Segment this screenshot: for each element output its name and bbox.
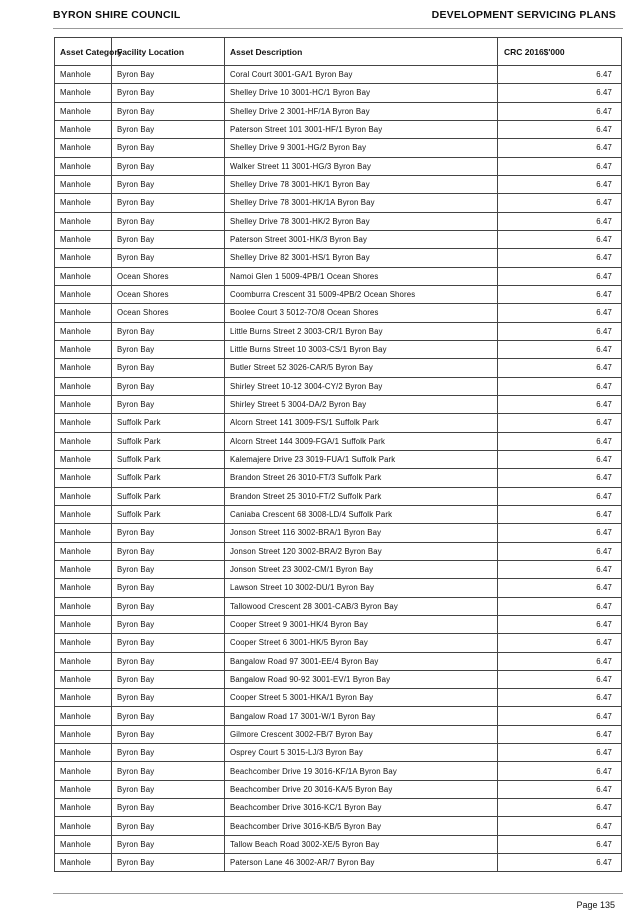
organization-name: BYRON SHIRE COUNCIL xyxy=(53,9,181,21)
asset-category-cell: Manhole xyxy=(55,725,112,743)
asset-description-cell: Brandon Street 25 3010-FT/2 Suffolk Park xyxy=(225,487,498,505)
asset-category-cell: Manhole xyxy=(55,377,112,395)
asset-category-cell: Manhole xyxy=(55,469,112,487)
asset-description-cell: Bangalow Road 17 3001-W/1 Byron Bay xyxy=(225,707,498,725)
crc-value-cell: 6.47 xyxy=(498,175,622,193)
asset-description-cell: Osprey Court 5 3015-LJ/3 Byron Bay xyxy=(225,744,498,762)
crc-value-cell: 6.47 xyxy=(498,230,622,248)
header-divider xyxy=(53,28,623,29)
column-header-asset-category: Asset Category xyxy=(55,38,112,66)
facility-location-cell: Byron Bay xyxy=(112,835,225,853)
asset-category-cell: Manhole xyxy=(55,634,112,652)
crc-value-cell: 6.47 xyxy=(498,377,622,395)
crc-value-cell: 6.47 xyxy=(498,615,622,633)
asset-category-cell: Manhole xyxy=(55,194,112,212)
asset-description-cell: Shelley Drive 10 3001-HC/1 Byron Bay xyxy=(225,84,498,102)
facility-location-cell: Byron Bay xyxy=(112,175,225,193)
crc-value-cell: 6.47 xyxy=(498,84,622,102)
facility-location-cell: Byron Bay xyxy=(112,194,225,212)
crc-value-cell: 6.47 xyxy=(498,102,622,120)
table-row xyxy=(55,762,622,780)
crc-value-cell: 6.47 xyxy=(498,194,622,212)
asset-description-cell: Cooper Street 6 3001-HK/5 Byron Bay xyxy=(225,634,498,652)
asset-description-cell: Shelley Drive 78 3001-HK/1A Byron Bay xyxy=(225,194,498,212)
crc-value-cell: 6.47 xyxy=(498,66,622,84)
footer-divider xyxy=(53,893,623,894)
asset-description-cell: Paterson Street 3001-HK/3 Byron Bay xyxy=(225,230,498,248)
asset-description-cell: Lawson Street 10 3002-DU/1 Byron Bay xyxy=(225,579,498,597)
facility-location-cell: Byron Bay xyxy=(112,139,225,157)
asset-category-cell: Manhole xyxy=(55,652,112,670)
table-row xyxy=(55,395,622,413)
asset-description-cell: Kalemajere Drive 23 3019-FUA/1 Suffolk Park xyxy=(225,450,498,468)
table-row xyxy=(55,157,622,175)
asset-category-cell: Manhole xyxy=(55,359,112,377)
asset-table-container xyxy=(54,37,621,872)
table-row xyxy=(55,542,622,560)
asset-category-cell: Manhole xyxy=(55,817,112,835)
asset-description-cell: Jonson Street 23 3002-CM/1 Byron Bay xyxy=(225,560,498,578)
facility-location-cell: Byron Bay xyxy=(112,157,225,175)
asset-description-cell: Coomburra Crescent 31 5009-4PB/2 Ocean Shores xyxy=(225,285,498,303)
facility-location-cell: Byron Bay xyxy=(112,744,225,762)
table-row xyxy=(55,560,622,578)
asset-category-cell: Manhole xyxy=(55,249,112,267)
crc-value-cell: 6.47 xyxy=(498,542,622,560)
asset-category-cell: Manhole xyxy=(55,689,112,707)
asset-description-cell: Beachcomber Drive 20 3016-KA/5 Byron Bay xyxy=(225,780,498,798)
table-row xyxy=(55,652,622,670)
asset-category-cell: Manhole xyxy=(55,175,112,193)
asset-description-cell: Namoi Glen 1 5009-4PB/1 Ocean Shores xyxy=(225,267,498,285)
asset-description-cell: Bangalow Road 97 3001-EE/4 Byron Bay xyxy=(225,652,498,670)
document-title: DEVELOPMENT SERVICING PLANS xyxy=(431,9,616,21)
asset-category-cell: Manhole xyxy=(55,780,112,798)
facility-location-cell: Byron Bay xyxy=(112,799,225,817)
asset-description-cell: Brandon Street 26 3010-FT/3 Suffolk Park xyxy=(225,469,498,487)
table-row xyxy=(55,322,622,340)
asset-category-cell: Manhole xyxy=(55,120,112,138)
asset-description-cell: Shelley Drive 9 3001-HG/2 Byron Bay xyxy=(225,139,498,157)
table-row xyxy=(55,414,622,432)
asset-category-cell: Manhole xyxy=(55,799,112,817)
facility-location-cell: Byron Bay xyxy=(112,249,225,267)
table-row xyxy=(55,432,622,450)
asset-category-cell: Manhole xyxy=(55,579,112,597)
crc-value-cell: 6.47 xyxy=(498,689,622,707)
facility-location-cell: Byron Bay xyxy=(112,542,225,560)
table-row xyxy=(55,689,622,707)
asset-category-cell: Manhole xyxy=(55,212,112,230)
asset-description-cell: Shirley Street 5 3004-DA/2 Byron Bay xyxy=(225,395,498,413)
asset-category-cell: Manhole xyxy=(55,854,112,872)
crc-value-cell: 6.47 xyxy=(498,744,622,762)
table-row xyxy=(55,505,622,523)
crc-value-cell: 6.47 xyxy=(498,450,622,468)
crc-value-cell: 6.47 xyxy=(498,725,622,743)
table-row xyxy=(55,469,622,487)
asset-category-cell: Manhole xyxy=(55,744,112,762)
facility-location-cell: Byron Bay xyxy=(112,84,225,102)
asset-category-cell: Manhole xyxy=(55,102,112,120)
table-row xyxy=(55,615,622,633)
asset-category-cell: Manhole xyxy=(55,285,112,303)
table-row xyxy=(55,230,622,248)
asset-description-cell: Boolee Court 3 5012-7O/8 Ocean Shores xyxy=(225,304,498,322)
asset-description-cell: Beachcomber Drive 3016-KB/5 Byron Bay xyxy=(225,817,498,835)
page-header xyxy=(53,9,616,28)
facility-location-cell: Byron Bay xyxy=(112,524,225,542)
asset-category-cell: Manhole xyxy=(55,230,112,248)
asset-category-cell: Manhole xyxy=(55,322,112,340)
column-header-crc-value: CRC 2016$'000 xyxy=(498,38,622,66)
table-row xyxy=(55,799,622,817)
asset-category-cell: Manhole xyxy=(55,524,112,542)
crc-value-cell: 6.47 xyxy=(498,359,622,377)
crc-value-cell: 6.47 xyxy=(498,505,622,523)
facility-location-cell: Byron Bay xyxy=(112,212,225,230)
crc-value-cell: 6.47 xyxy=(498,432,622,450)
table-row xyxy=(55,634,622,652)
asset-category-cell: Manhole xyxy=(55,835,112,853)
table-row xyxy=(55,725,622,743)
crc-value-cell: 6.47 xyxy=(498,560,622,578)
facility-location-cell: Byron Bay xyxy=(112,560,225,578)
crc-value-cell: 6.47 xyxy=(498,285,622,303)
crc-value-cell: 6.47 xyxy=(498,762,622,780)
asset-description-cell: Cooper Street 9 3001-HK/4 Byron Bay xyxy=(225,615,498,633)
crc-value-cell: 6.47 xyxy=(498,634,622,652)
crc-value-cell: 6.47 xyxy=(498,579,622,597)
asset-description-cell: Walker Street 11 3001-HG/3 Byron Bay xyxy=(225,157,498,175)
facility-location-cell: Ocean Shores xyxy=(112,267,225,285)
table-row xyxy=(55,450,622,468)
crc-value-cell: 6.47 xyxy=(498,854,622,872)
table-row xyxy=(55,359,622,377)
facility-location-cell: Byron Bay xyxy=(112,854,225,872)
table-row xyxy=(55,249,622,267)
table-row xyxy=(55,102,622,120)
crc-value-cell: 6.47 xyxy=(498,304,622,322)
asset-category-cell: Manhole xyxy=(55,267,112,285)
facility-location-cell: Byron Bay xyxy=(112,120,225,138)
crc-value-cell: 6.47 xyxy=(498,597,622,615)
asset-description-cell: Shelley Drive 2 3001-HF/1A Byron Bay xyxy=(225,102,498,120)
table-row xyxy=(55,175,622,193)
crc-value-cell: 6.47 xyxy=(498,780,622,798)
table-row xyxy=(55,597,622,615)
asset-description-cell: Caniaba Crescent 68 3008-LD/4 Suffolk Park xyxy=(225,505,498,523)
asset-description-cell: Bangalow Road 90-92 3001-EV/1 Byron Bay xyxy=(225,670,498,688)
crc-value-cell: 6.47 xyxy=(498,267,622,285)
crc-value-cell: 6.47 xyxy=(498,817,622,835)
table-row xyxy=(55,817,622,835)
crc-value-cell: 6.47 xyxy=(498,395,622,413)
facility-location-cell: Byron Bay xyxy=(112,66,225,84)
facility-location-cell: Suffolk Park xyxy=(112,450,225,468)
asset-description-cell: Coral Court 3001-GA/1 Byron Bay xyxy=(225,66,498,84)
asset-description-cell: Shirley Street 10-12 3004-CY/2 Byron Bay xyxy=(225,377,498,395)
crc-value-cell: 6.47 xyxy=(498,835,622,853)
asset-category-cell: Manhole xyxy=(55,615,112,633)
facility-location-cell: Byron Bay xyxy=(112,689,225,707)
asset-description-cell: Alcorn Street 144 3009-FGA/1 Suffolk Park xyxy=(225,432,498,450)
facility-location-cell: Byron Bay xyxy=(112,340,225,358)
asset-category-cell: Manhole xyxy=(55,487,112,505)
asset-description-cell: Little Burns Street 10 3003-CS/1 Byron Bay xyxy=(225,340,498,358)
table-row xyxy=(55,267,622,285)
table-row xyxy=(55,487,622,505)
table-body xyxy=(55,66,622,872)
crc-value-cell: 6.47 xyxy=(498,212,622,230)
table-row xyxy=(55,854,622,872)
asset-description-cell: Tallow Beach Road 3002-XE/5 Byron Bay xyxy=(225,835,498,853)
facility-location-cell: Byron Bay xyxy=(112,780,225,798)
asset-category-cell: Manhole xyxy=(55,560,112,578)
facility-location-cell: Byron Bay xyxy=(112,322,225,340)
asset-description-cell: Shelley Drive 78 3001-HK/1 Byron Bay xyxy=(225,175,498,193)
facility-location-cell: Byron Bay xyxy=(112,597,225,615)
asset-category-cell: Manhole xyxy=(55,395,112,413)
table-row xyxy=(55,84,622,102)
facility-location-cell: Suffolk Park xyxy=(112,469,225,487)
asset-category-cell: Manhole xyxy=(55,542,112,560)
table-row xyxy=(55,579,622,597)
asset-category-cell: Manhole xyxy=(55,597,112,615)
asset-category-cell: Manhole xyxy=(55,157,112,175)
asset-category-cell: Manhole xyxy=(55,707,112,725)
facility-location-cell: Ocean Shores xyxy=(112,285,225,303)
asset-category-cell: Manhole xyxy=(55,505,112,523)
table-row xyxy=(55,285,622,303)
asset-category-cell: Manhole xyxy=(55,304,112,322)
asset-category-cell: Manhole xyxy=(55,66,112,84)
asset-table xyxy=(54,37,622,872)
asset-category-cell: Manhole xyxy=(55,450,112,468)
facility-location-cell: Byron Bay xyxy=(112,377,225,395)
facility-location-cell: Byron Bay xyxy=(112,395,225,413)
asset-description-cell: Alcorn Street 141 3009-FS/1 Suffolk Park xyxy=(225,414,498,432)
facility-location-cell: Suffolk Park xyxy=(112,487,225,505)
facility-location-cell: Byron Bay xyxy=(112,579,225,597)
crc-value-cell: 6.47 xyxy=(498,139,622,157)
crc-value-cell: 6.47 xyxy=(498,707,622,725)
crc-value-cell: 6.47 xyxy=(498,414,622,432)
asset-description-cell: Jonson Street 116 3002-BRA/1 Byron Bay xyxy=(225,524,498,542)
facility-location-cell: Suffolk Park xyxy=(112,505,225,523)
crc-value-cell: 6.47 xyxy=(498,340,622,358)
asset-description-cell: Cooper Street 5 3001-HKA/1 Byron Bay xyxy=(225,689,498,707)
asset-description-cell: Shelley Drive 78 3001-HK/2 Byron Bay xyxy=(225,212,498,230)
table-row xyxy=(55,139,622,157)
table-row xyxy=(55,670,622,688)
facility-location-cell: Byron Bay xyxy=(112,102,225,120)
crc-value-cell: 6.47 xyxy=(498,469,622,487)
table-row xyxy=(55,66,622,84)
table-row xyxy=(55,780,622,798)
table-row xyxy=(55,377,622,395)
asset-description-cell: Paterson Street 101 3001-HF/1 Byron Bay xyxy=(225,120,498,138)
column-header-asset-description: Asset Description xyxy=(225,38,498,66)
facility-location-cell: Byron Bay xyxy=(112,634,225,652)
crc-value-cell: 6.47 xyxy=(498,799,622,817)
facility-location-cell: Byron Bay xyxy=(112,762,225,780)
asset-description-cell: Little Burns Street 2 3003-CR/1 Byron Bay xyxy=(225,322,498,340)
crc-value-cell: 6.47 xyxy=(498,120,622,138)
asset-category-cell: Manhole xyxy=(55,340,112,358)
asset-description-cell: Shelley Drive 82 3001-HS/1 Byron Bay xyxy=(225,249,498,267)
crc-value-cell: 6.47 xyxy=(498,249,622,267)
asset-category-cell: Manhole xyxy=(55,762,112,780)
crc-value-cell: 6.47 xyxy=(498,157,622,175)
table-row xyxy=(55,835,622,853)
facility-location-cell: Byron Bay xyxy=(112,359,225,377)
table-row xyxy=(55,212,622,230)
table-row xyxy=(55,304,622,322)
asset-description-cell: Gilmore Crescent 3002-FB/7 Byron Bay xyxy=(225,725,498,743)
facility-location-cell: Suffolk Park xyxy=(112,414,225,432)
table-row xyxy=(55,524,622,542)
column-header-facility-location: Facility Location xyxy=(112,38,225,66)
page-number: Page 135 xyxy=(576,900,615,910)
facility-location-cell: Byron Bay xyxy=(112,652,225,670)
facility-location-cell: Suffolk Park xyxy=(112,432,225,450)
table-row xyxy=(55,707,622,725)
asset-category-cell: Manhole xyxy=(55,432,112,450)
table-row xyxy=(55,340,622,358)
asset-category-cell: Manhole xyxy=(55,139,112,157)
crc-value-cell: 6.47 xyxy=(498,322,622,340)
asset-category-cell: Manhole xyxy=(55,670,112,688)
facility-location-cell: Byron Bay xyxy=(112,615,225,633)
facility-location-cell: Byron Bay xyxy=(112,670,225,688)
facility-location-cell: Byron Bay xyxy=(112,725,225,743)
asset-description-cell: Tallowood Crescent 28 3001-CAB/3 Byron Bay xyxy=(225,597,498,615)
asset-description-cell: Butler Street 52 3026-CAR/5 Byron Bay xyxy=(225,359,498,377)
crc-value-cell: 6.47 xyxy=(498,487,622,505)
table-row xyxy=(55,194,622,212)
table-row xyxy=(55,120,622,138)
asset-category-cell: Manhole xyxy=(55,414,112,432)
facility-location-cell: Ocean Shores xyxy=(112,304,225,322)
crc-value-cell: 6.47 xyxy=(498,670,622,688)
asset-category-cell: Manhole xyxy=(55,84,112,102)
table-header-row xyxy=(55,38,622,66)
asset-description-cell: Beachcomber Drive 3016-KC/1 Byron Bay xyxy=(225,799,498,817)
asset-description-cell: Beachcomber Drive 19 3016-KF/1A Byron Bay xyxy=(225,762,498,780)
crc-value-cell: 6.47 xyxy=(498,524,622,542)
crc-value-cell: 6.47 xyxy=(498,652,622,670)
table-row xyxy=(55,744,622,762)
facility-location-cell: Byron Bay xyxy=(112,707,225,725)
facility-location-cell: Byron Bay xyxy=(112,230,225,248)
asset-description-cell: Paterson Lane 46 3002-AR/7 Byron Bay xyxy=(225,854,498,872)
facility-location-cell: Byron Bay xyxy=(112,817,225,835)
asset-description-cell: Jonson Street 120 3002-BRA/2 Byron Bay xyxy=(225,542,498,560)
